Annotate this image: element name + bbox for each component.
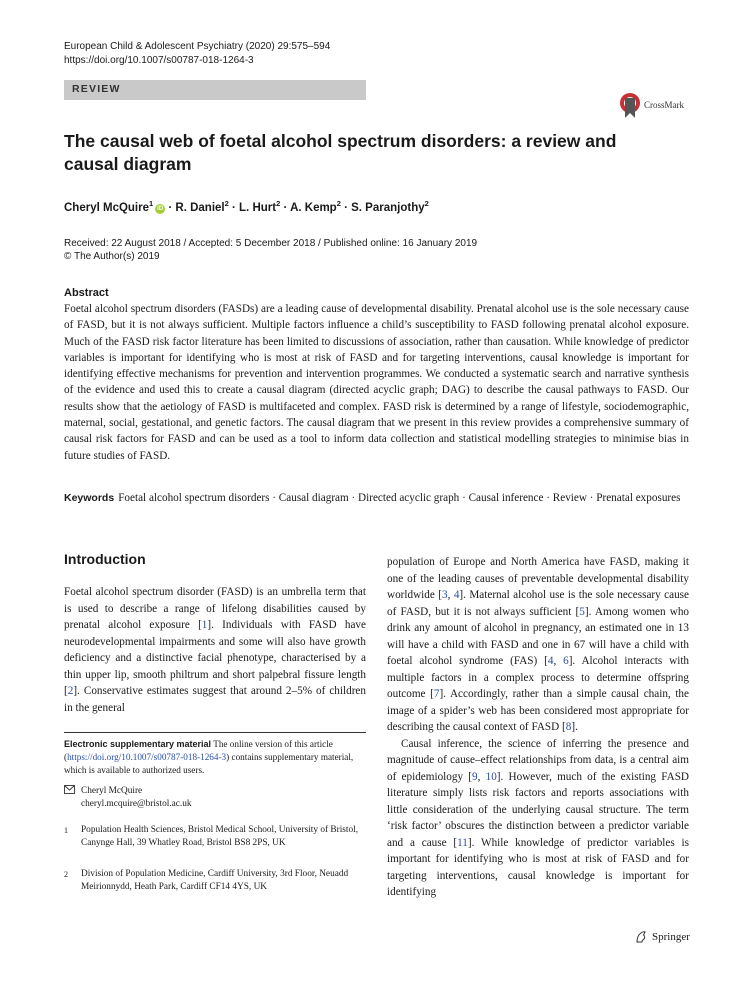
citation-link[interactable]: 7 xyxy=(433,688,440,700)
citation-link[interactable]: 4 xyxy=(453,589,460,601)
author-name[interactable]: S. Paranjothy xyxy=(351,201,425,214)
footnote-divider xyxy=(64,732,366,733)
author-separator: · xyxy=(165,201,176,214)
keywords-label: Keywords xyxy=(64,492,115,504)
affiliation-text: Population Health Sciences, Bristol Medical School, University of Bristol, Canynge Hall, 39 Whatley Road, Bristol BS8 2PS, UK xyxy=(81,825,359,848)
affiliation-text: Division of Population Medicine, Cardiff University, 3rd Floor, Neuadd Meirionnydd, Heath Park, Cardiff CF14 4YS, UK xyxy=(81,869,349,892)
abstract-heading: Abstract xyxy=(64,287,109,299)
citation-link[interactable]: 2 xyxy=(67,685,74,697)
author-affiliation: 2 xyxy=(424,199,429,208)
affiliation-number: 1 xyxy=(64,826,68,835)
affiliation-2 xyxy=(64,868,366,894)
journal-citation: European Child & Adolescent Psychiatry (2020) 29:575–594 xyxy=(64,41,331,52)
article-title: The causal web of foetal alcohol spectrum disorders: a review and causal diagram xyxy=(64,131,617,174)
crossmark-icon xyxy=(619,92,641,118)
keywords xyxy=(64,490,689,507)
supplementary-label: Electronic supplementary material xyxy=(64,739,212,749)
intro-paragraph: Foetal alcohol spectrum disorder (FASD) is an umbrella term that is used to describe a range of lifelong disabilities caused by prenatal alcohol exposure [1]. Individuals with FASD have neurodevelopmental impairments and some will also have growth deficiency and a distinctive facial phenotype, characterised by a thin upper lip, smooth philtrum and short palpebral fissure length [2]. Conservative estimates suggest that around 2–5% of children in the general xyxy=(64,586,366,714)
publisher-name: Springer xyxy=(652,931,690,943)
section-band xyxy=(64,80,366,100)
introduction-heading: Introduction xyxy=(64,551,146,567)
contact-name: Cheryl McQuire xyxy=(81,786,143,796)
intro-paragraph: population of Europe and North America have FASD, making it one of the leading causes of preventable developmental disability worldwide [3, 4]. Maternal alcohol use is the sole necessary cause of FASD, but it is not always sufficient [5]. Among women who drink any amount of alcohol in pregnancy, an estimated one in 13 will have a child with FASD and one in 67 will have a child with foetal alcohol syndrome (FAS) [4, 6]. Alcohol interacts with multiple factors in a complex process to determine offspring outcome [7]. Accordingly, rather than a simple causal chain, the image of a spider’s web has been considered most appropriate for describing the causal context of FASD [8]. xyxy=(387,556,690,733)
section-label: REVIEW xyxy=(72,83,121,95)
author-name[interactable]: A. Kemp xyxy=(290,201,337,214)
author-affiliation: 2 xyxy=(276,199,281,208)
affiliation-number: 2 xyxy=(64,870,68,879)
journal-info xyxy=(64,40,330,68)
springer-horse-icon xyxy=(634,930,648,944)
author-name[interactable]: R. Daniel xyxy=(175,201,225,214)
supplementary-link[interactable]: https://doi.org/10.1007/s00787-018-1264-3 xyxy=(67,752,227,762)
contact-email[interactable]: cheryl.mcquire@bristol.ac.uk xyxy=(81,799,192,809)
author-separator: · xyxy=(280,201,291,214)
citation-link[interactable]: 11 xyxy=(457,836,468,849)
history-dates: Received: 22 August 2018 / Accepted: 5 December 2018 / Published online: 16 January 2019 xyxy=(64,238,478,249)
author-affiliation: 1 xyxy=(149,199,154,208)
publication-dates xyxy=(64,237,477,263)
abstract-text: Foetal alcohol spectrum disorders (FASDs) are a leading cause of developmental disability. Prenatal alcohol use is the sole necessary cause of FASD, but it is not always sufficient. Multiple factors influence a child’s susceptibility to FASD following prenatal alcohol exposure. Much of the FASD risk factor literature has been limited to discussions of association, rather than causation. While knowledge of predictor variables is important for identifying who is most at risk of FASD and for targeting interventions, causal knowledge is important for identifying effective mechanisms for prevention and intervention programmes. We conducted a systematic search and narrative synthesis of the evidence and used this to create a causal diagram (directed acyclic graph; DAG) to describe the causal pathways to FASD. Our results show that the aetiology of FASD is multifaceted and complex. FASD risk is determined by a range of lifestyle, sociodemographic, maternal, social, gestational, and genetic factors. The causal diagram that we present in this review provides a comprehensive summary of causal risk factors for FASD and can be used as a tool to inform data collection and statistical modelling strategies to minimise bias in future studies of FASD. xyxy=(64,303,689,462)
supplementary-note: Electronic supplementary material The online version of this article (https://doi.org/10.1007/s00787-018-1264-3) contains supplementary material, which is available to authorized users. xyxy=(64,739,354,775)
affiliation-1 xyxy=(64,824,366,850)
crossmark-badge[interactable] xyxy=(619,92,684,118)
author-affiliation: 2 xyxy=(336,199,341,208)
citation-link[interactable]: 8 xyxy=(565,721,572,733)
citation-link[interactable]: 3 xyxy=(442,589,448,601)
envelope-icon xyxy=(64,785,81,811)
corresponding-author xyxy=(64,785,366,811)
author-separator: · xyxy=(228,201,240,214)
author-list xyxy=(64,199,429,214)
intro-right-column xyxy=(387,554,689,901)
citation-link[interactable]: 9 xyxy=(472,770,478,783)
author-name[interactable]: L. Hurt xyxy=(239,201,277,214)
citation-link[interactable]: 10 xyxy=(485,770,497,783)
article-doi[interactable]: https://doi.org/10.1007/s00787-018-1264-3 xyxy=(64,55,254,66)
author-separator: · xyxy=(340,201,352,214)
citation-link[interactable]: 5 xyxy=(579,605,585,618)
orcid-icon[interactable]: iD xyxy=(157,205,164,212)
author-name[interactable]: Cheryl McQuire xyxy=(64,201,149,214)
publisher-logo xyxy=(634,930,690,944)
citation-link[interactable]: 4 xyxy=(547,655,554,667)
citation-link[interactable]: 6 xyxy=(563,655,569,667)
citation-link[interactable]: 1 xyxy=(201,619,208,631)
crossmark-label: CrossMark xyxy=(644,100,684,110)
author-affiliation: 2 xyxy=(224,199,229,208)
intro-paragraph: Causal inference, the science of inferring the presence and magnitude of cause–effect relationships from data, is a central aim of epidemiology [9, 10]. However, much of the existing FASD literature simply lists risk factors and reports associations with little consideration of the underlying causal structure. The term ‘risk factor’ obscures the distinction between a predictor variable and a cause [11]. While knowledge of predictor variables is important for identifying who is most at risk of FASD and for targeting interventions, causal knowledge is important for identifying xyxy=(387,737,689,898)
keywords-list: Foetal alcohol spectrum disorders · Causal diagram · Directed acyclic graph · Causal inference · Review · Prenatal exposures xyxy=(118,492,681,504)
intro-left-column xyxy=(64,584,366,716)
copyright: © The Author(s) 2019 xyxy=(64,251,160,262)
